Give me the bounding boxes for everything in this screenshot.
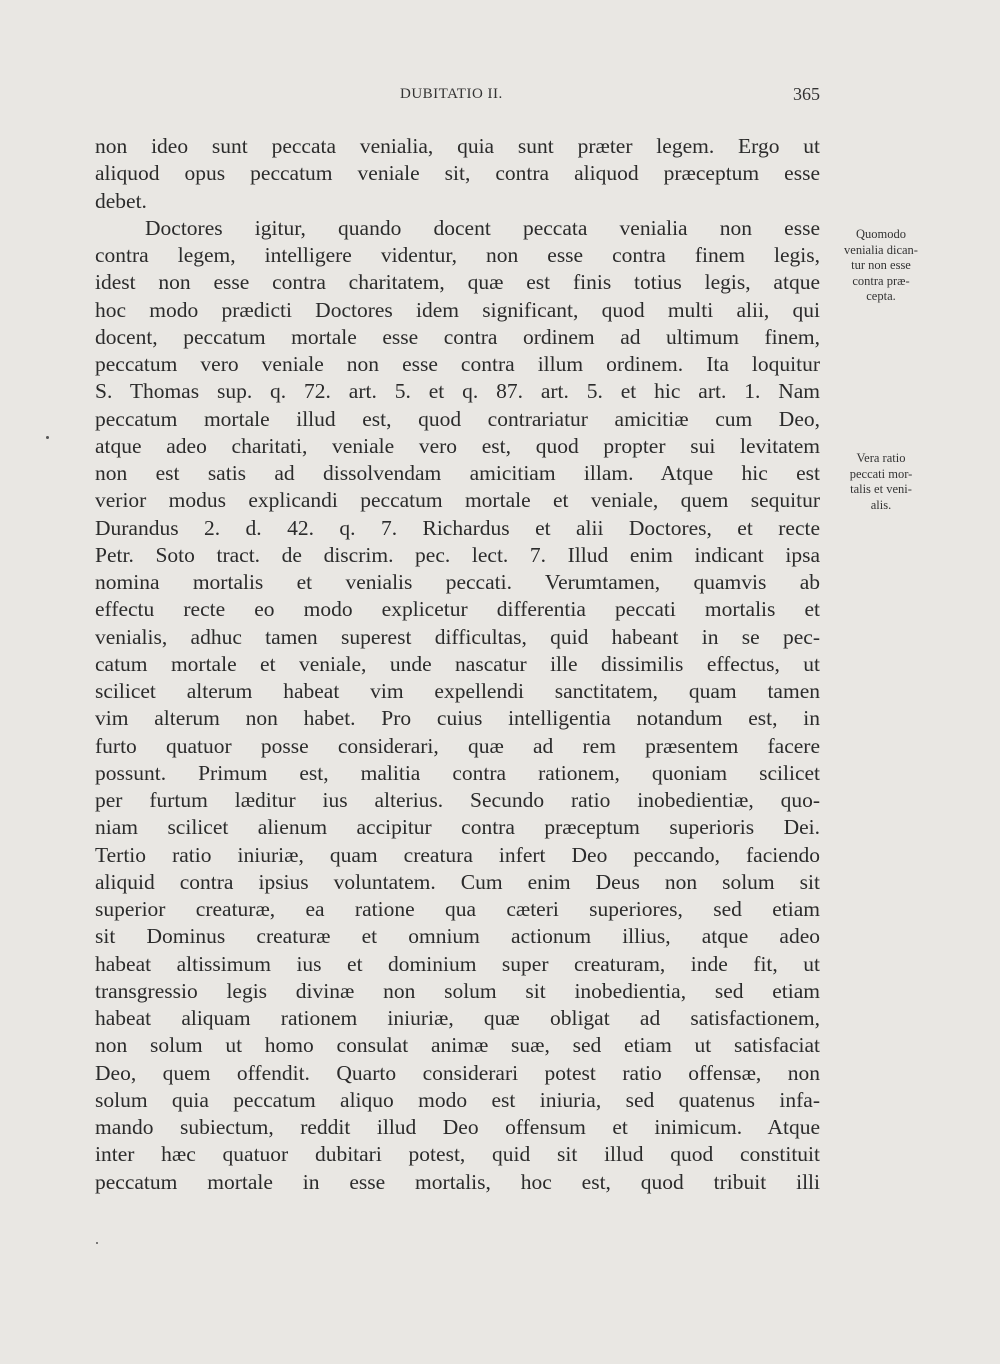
text-line: effectu recte eo modo explicetur differentia peccati mortalis et bbox=[95, 597, 820, 622]
text-line: habeat altissimum ius et dominium super creaturam, inde fit, ut bbox=[95, 951, 820, 976]
text-line: nomina mortalis et venialis peccati. Verumtamen, quamvis ab bbox=[95, 570, 820, 594]
text-line: verior modus explicandi peccatum mortale et veniale, quem sequitur bbox=[95, 488, 820, 513]
text-line: Tertio ratio iniuriæ, quam creatura infert Deo peccando, faciendo bbox=[95, 842, 820, 867]
text-line: superior creaturæ, ea ratione qua cæteri superiores, sed etiam bbox=[95, 897, 820, 921]
print-speck bbox=[46, 436, 49, 439]
text-line: docent, peccatum mortale esse contra ordinem ad ultimum finem, bbox=[95, 324, 820, 349]
margin-note bbox=[826, 451, 936, 513]
text-line: scilicet alterum habeat vim expellendi sanctitatem, quam tamen bbox=[95, 679, 820, 703]
text-line: vim alterum non habet. Pro cuius intelligentia notandum est, in bbox=[95, 706, 820, 731]
margin-note-line: contra præ- bbox=[852, 273, 910, 288]
text-line: Durandus 2. d. 42. q. 7. Richardus et alii Doctores, et recte bbox=[95, 515, 820, 540]
text-line: venialis, adhuc tamen superest difficultas, quid habeant in se pec- bbox=[95, 624, 820, 649]
margin-note bbox=[826, 227, 936, 305]
text-line: sit Dominus creaturæ et omnium actionum illius, atque adeo bbox=[95, 924, 820, 949]
margin-note-line: peccati mor- bbox=[849, 466, 913, 481]
margin-note-line: talis et veni- bbox=[850, 482, 912, 496]
text-line: transgressio legis divinæ non solum sit inobedientia, sed etiam bbox=[95, 978, 820, 1003]
text-line: Doctores igitur, quando docent peccata venialia non esse bbox=[145, 215, 820, 240]
margin-note-line: tur non esse bbox=[851, 258, 911, 272]
print-speck bbox=[96, 1242, 98, 1244]
text-line: Deo, quem offendit. Quarto considerari potest ratio offensæ, non bbox=[95, 1060, 820, 1085]
text-line: peccatum vero veniale non esse contra illum ordinem. Ita loquitur bbox=[95, 352, 820, 376]
text-line: peccatum mortale in esse mortalis, hoc est, quod tribuit illi bbox=[95, 1169, 820, 1194]
text-line: S. Thomas sup. q. 72. art. 5. et q. 87. art. 5. et hic art. 1. Nam bbox=[95, 379, 820, 404]
margin-note-line: venialia dican- bbox=[844, 242, 918, 257]
text-line: per furtum læditur ius alterius. Secundo ratio inobedientiæ, quo- bbox=[95, 788, 820, 812]
text-line: catum mortale et veniale, unde nascatur ille dissimilis effectus, ut bbox=[95, 651, 820, 676]
text-line: inter hæc quatuor dubitari potest, quid sit illud quod constituit bbox=[95, 1142, 820, 1167]
margin-note-line: alis. bbox=[870, 497, 892, 512]
margin-note-line: cepta. bbox=[866, 289, 896, 303]
text-line: niam scilicet alienum accipitur contra præceptum superioris Dei. bbox=[95, 815, 820, 840]
text-line: non solum ut homo consulat animæ suæ, sed etiam ut satisfaciat bbox=[95, 1033, 820, 1058]
text-line: aliquid contra ipsius voluntatem. Cum enim Deus non solum sit bbox=[95, 869, 820, 894]
text-line: habeat aliquam rationem iniuriæ, quæ obligat ad satisfactionem, bbox=[95, 1006, 820, 1030]
text-line: furto quatuor posse considerari, quæ ad rem præsentem facere bbox=[95, 733, 820, 758]
text-line: hoc modo prædicti Doctores idem significant, quod multi alii, qui bbox=[95, 297, 820, 322]
page-header bbox=[95, 84, 820, 114]
text-line: debet. bbox=[95, 188, 147, 213]
page-number: 365 bbox=[793, 84, 820, 104]
text-line: idest non esse contra charitatem, quæ est finis totius legis, atque bbox=[95, 270, 820, 295]
text-line: non ideo sunt peccata venialia, quia sunt præter legem. Ergo ut bbox=[95, 134, 820, 158]
text-line: peccatum mortale illud est, quod contrariatur amicitiæ cum Deo, bbox=[95, 406, 820, 431]
text-line: possunt. Primum est, malitia contra rationem, quoniam scilicet bbox=[95, 760, 820, 785]
running-title: DUBITATIO II. bbox=[400, 86, 503, 102]
text-line: Petr. Soto tract. de discrim. pec. lect. 7. Illud enim indicant ipsa bbox=[95, 542, 820, 567]
text-line: mando subiectum, reddit illud Deo offensum et inimicum. Atque bbox=[95, 1115, 820, 1139]
body-text bbox=[95, 133, 820, 1196]
text-line: atque adeo charitati, veniale vero est, quod propter sui levitatem bbox=[95, 433, 820, 458]
text-line: contra legem, intelligere videntur, non esse contra finem legis, bbox=[95, 243, 820, 267]
margin-note-line: Quomodo bbox=[856, 227, 906, 241]
text-line: non est satis ad dissolvendam amicitiam illam. Atque hic est bbox=[95, 461, 820, 485]
text-line: aliquod opus peccatum veniale sit, contra aliquod præceptum esse bbox=[95, 161, 820, 186]
text-line: solum quia peccatum aliquo modo est iniuria, sed quatenus infa- bbox=[95, 1087, 820, 1112]
margin-note-line: Vera ratio bbox=[856, 451, 906, 465]
